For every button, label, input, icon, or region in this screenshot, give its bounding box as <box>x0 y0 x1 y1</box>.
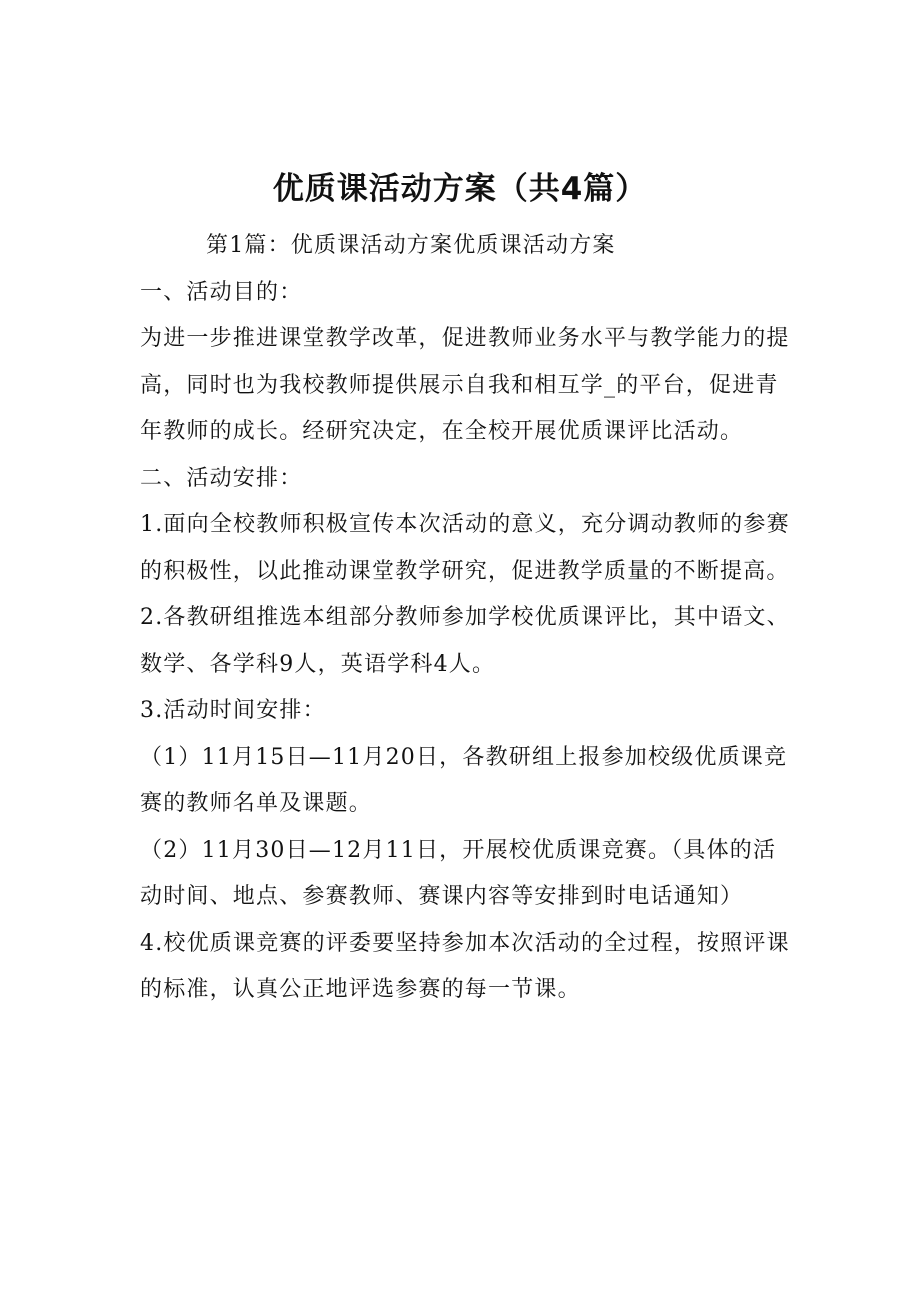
document-title: 优质课活动方案（共4篇） <box>272 170 648 207</box>
section-heading-arrangement: 二、活动安排： <box>140 465 303 491</box>
paragraph-item-3: 3.活动时间安排： <box>140 698 326 723</box>
document-body <box>140 223 790 1014</box>
paragraph-item-2: 2.各教研组推选本组部分教师参加学校优质课评比，其中语文、数学、各学科9人，英语学科4人。 <box>140 605 790 677</box>
chapter-heading: 第1篇：优质课活动方案优质课活动方案 <box>206 233 616 258</box>
paragraph-item-4: 4.校优质课竞赛的评委要坚持参加本次活动的全过程，按照评课的标准，认真公正地评选参赛的每一节课。 <box>140 930 790 1002</box>
section-heading-purpose: 一、活动目的： <box>140 279 303 305</box>
paragraph-purpose: 为进一步推进课堂教学改革，促进教师业务水平与教学能力的提高，同时也为我校教师提供展示自我和相互学_的平台，促进青年教师的成长。经研究决定，在全校开展优质课评比活动。 <box>140 326 790 444</box>
paragraph-schedule-2: （2）11月30日—12月11日，开展校优质课竞赛。（具体的活动时间、地点、参赛教师、赛课内容等安排到时电话通知） <box>140 837 777 909</box>
paragraph-item-1: 1.面向全校教师积极宣传本次活动的意义，充分调动教师的参赛的积极性，以此推动课堂教学研究，促进教学质量的不断提高。 <box>140 512 790 584</box>
paragraph-schedule-1: （1）11月15日—11月20日，各教研组上报参加校级优质课竞赛的教师名单及课题。 <box>140 744 788 816</box>
